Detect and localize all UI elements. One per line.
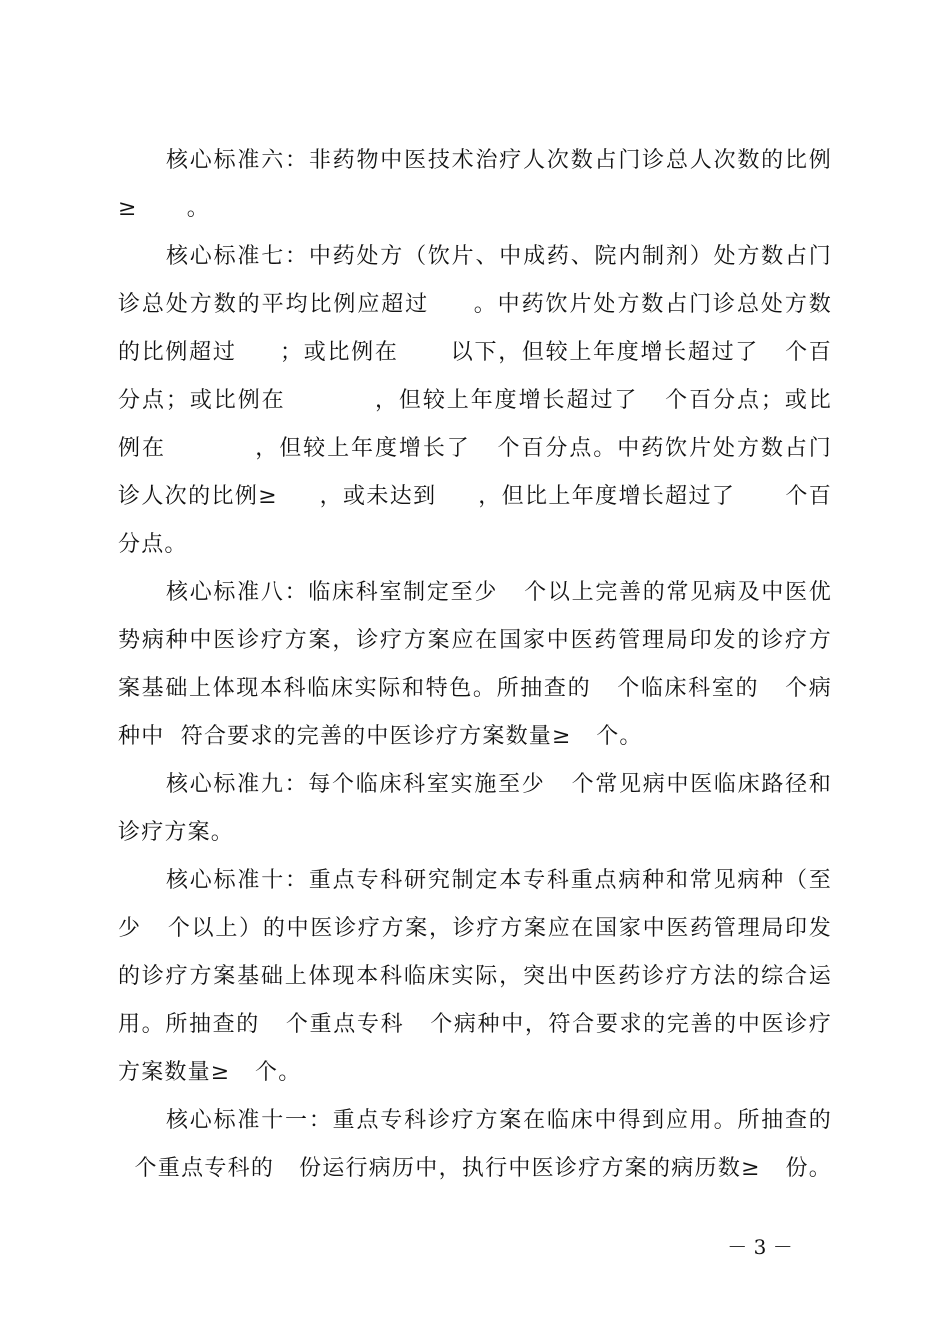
text-line: 分点。 <box>118 532 188 557</box>
text-line: 核心标准十：重点专科研究制定本专科重点病种和常见病种（至 <box>166 868 832 893</box>
text-line: 核心标准七：中药处方（饮片、中成药、院内制剂）处方数占门 <box>166 244 832 269</box>
text-line: 方案数量≥ 个。 <box>118 1060 302 1085</box>
text-line: 诊总处方数的平均比例应超过 。中药饮片处方数占门诊总处方数 <box>118 292 832 317</box>
text-line: ≥ 。 <box>118 196 210 221</box>
text-line: 个重点专科的 份运行病历中，执行中医诊疗方案的病历数≥ 份。 <box>118 1156 832 1181</box>
text-line: 核心标准八：临床科室制定至少 个以上完善的常见病及中医优 <box>166 580 832 605</box>
text-line: 用。所抽查的 个重点专科 个病种中，符合要求的完善的中医诊疗 <box>118 1012 832 1037</box>
text-line: 种中 符合要求的完善的中医诊疗方案数量≥ 个。 <box>118 724 643 749</box>
text-line: 例在 ，但较上年度增长了 个百分点。中药饮片处方数占门 <box>118 436 832 461</box>
page-number: － 3 － <box>727 1235 793 1259</box>
text-line: 诊人次的比例≥ ，或未达到 ，但比上年度增长超过了 个百 <box>118 484 832 509</box>
text-line: 案基础上体现本科临床实际和特色。所抽查的 个临床科室的 个病 <box>118 676 832 701</box>
text-line: 核心标准六：非药物中医技术治疗人次数占门诊总人次数的比例 <box>166 148 832 173</box>
text-line: 诊疗方案。 <box>118 820 235 845</box>
text-line: 的比例超过 ；或比例在 以下，但较上年度增长超过了 个百 <box>118 340 832 365</box>
text-line: 势病种中医诊疗方案，诊疗方案应在国家中医药管理局印发的诊疗方 <box>118 628 832 653</box>
text-line: 分点；或比例在 ，但较上年度增长超过了 个百分点；或比 <box>118 388 832 413</box>
text-line: 核心标准九：每个临床科室实施至少 个常见病中医临床路径和 <box>166 772 832 797</box>
text-line: 的诊疗方案基础上体现本科临床实际，突出中医药诊疗方法的综合运 <box>118 964 832 989</box>
text-line: 核心标准十一：重点专科诊疗方案在临床中得到应用。所抽查的 <box>166 1108 832 1133</box>
text-line: 少 个以上）的中医诊疗方案，诊疗方案应在国家中医药管理局印发 <box>118 916 832 941</box>
